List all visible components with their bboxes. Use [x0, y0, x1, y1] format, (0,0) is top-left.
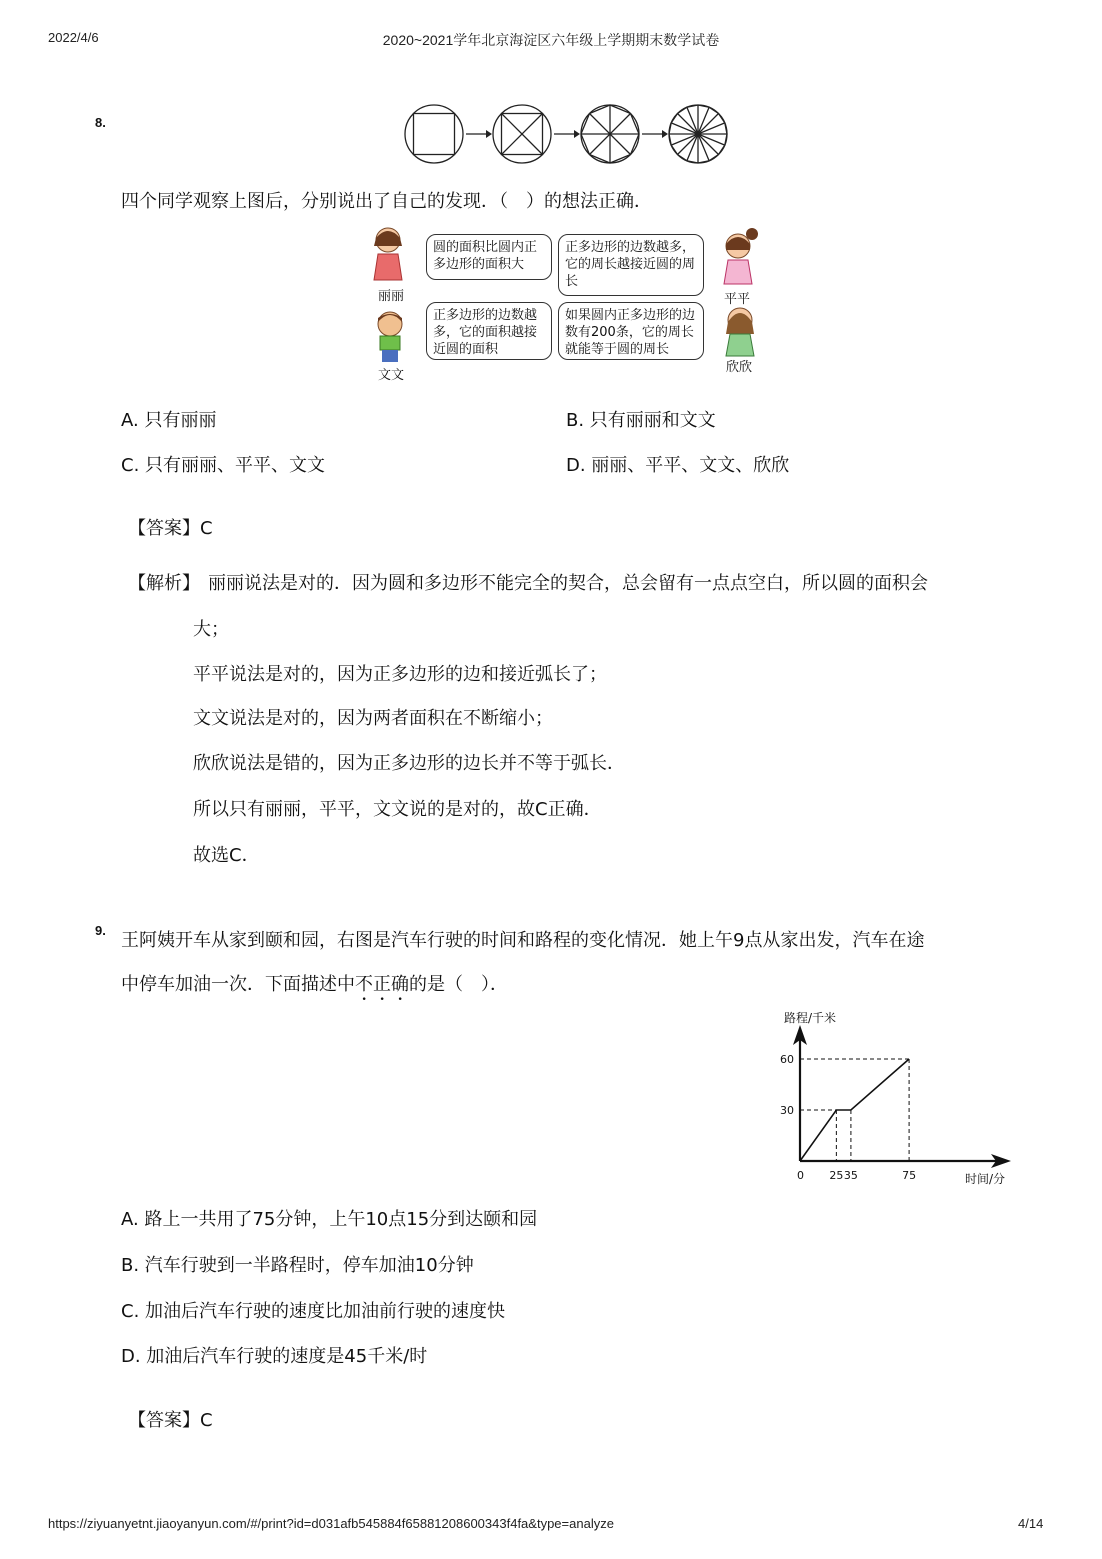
question-number: 9. — [95, 923, 106, 938]
explanation-line: 欣欣说法是错的，因为正多边形的边长并不等于弧长． — [193, 753, 625, 774]
answer-label: 【答案】 — [128, 518, 200, 539]
option-a[interactable]: A. 只有丽丽 — [121, 410, 217, 431]
answer-row — [128, 1406, 213, 1432]
answer-value: C — [200, 1410, 213, 1431]
x-tick-label: 75 — [902, 1169, 917, 1182]
question-stem: 王阿姨开车从家到颐和园，右图是汽车行驶的时间和路程的变化情况．她上午9点从家出发，汽车在途 — [121, 930, 925, 951]
option-d[interactable]: D. 加油后汽车行驶的速度是45千米/时 — [121, 1346, 428, 1367]
question-stem: 四个同学观察上图后，分别说出了自己的发现．（ ）的想法正确． — [121, 191, 652, 212]
x-axis-label: 时间/分 — [965, 1172, 1006, 1186]
x-tick-label: 25 — [829, 1169, 844, 1182]
y-tick-label: 30 — [780, 1104, 794, 1117]
answer-label: 【答案】 — [128, 1410, 200, 1431]
speech-bubble-pingping: 正多边形的边数越多，它的周长越接近圆的周长 — [558, 234, 704, 296]
boy-avatar — [370, 308, 410, 364]
speech-bubble-xinxin: 如果圆内正多边形的边数有200条，它的周长就能等于圆的周长 — [558, 302, 704, 360]
question-stem-line2 — [121, 970, 508, 1005]
polygon-sequence-figure — [400, 100, 730, 168]
x-tick-label: 0 — [797, 1169, 804, 1182]
explanation-line: 故选C． — [193, 845, 260, 866]
speech-bubble-wenwen: 正多边形的边数越多，它的面积越接近圆的面积 — [426, 302, 552, 360]
print-date: 2022/4/6 — [48, 30, 99, 45]
page-url[interactable]: https://ziyuanyetnt.jiaoyanyun.com/#/print?id=d031afb545884f65881208600343f4fa&type=analyze — [48, 1516, 614, 1531]
girl-avatar — [716, 228, 762, 290]
option-b[interactable]: B. 只有丽丽和文文 — [566, 410, 716, 431]
explanation-line: 丽丽说法是对的．因为圆和多边形不能完全的契合，总会留有一点点空白，所以圆的面积会 — [208, 573, 928, 594]
distance-time-chart — [770, 1004, 1020, 1194]
answer-row — [128, 514, 213, 540]
girl-avatar — [718, 304, 762, 358]
kid-name-lili: 丽丽 — [378, 289, 405, 304]
answer-value: C — [200, 518, 213, 539]
y-axis-label: 路程/千米 — [784, 1011, 837, 1025]
x-tick-label: 35 — [843, 1169, 858, 1182]
explanation-label: 【解析】 — [128, 573, 200, 594]
option-a[interactable]: A. 路上一共用了75分钟，上午10点15分到达颐和园 — [121, 1209, 538, 1230]
kid-name-xinxin: 欣欣 — [726, 360, 753, 375]
kid-name-pingping: 平平 — [724, 292, 751, 307]
stem-text: 中停车加油一次．下面描述中 — [121, 974, 355, 995]
page-title: 2020~2021学年北京海淀区六年级上学期期末数学试卷 — [382, 32, 720, 48]
kids-discussion-figure — [360, 222, 770, 384]
explanation-line: 所以只有丽丽，平平，文文说的是对的，故C正确． — [193, 799, 602, 820]
explanation-line: 大； — [193, 619, 229, 640]
option-b[interactable]: B. 汽车行驶到一半路程时，停车加油10分钟 — [121, 1255, 474, 1276]
emphasis-text: 不正确 — [355, 974, 409, 995]
page-number: 4/14 — [1018, 1516, 1044, 1531]
option-c[interactable]: C. 只有丽丽、平平、文文 — [121, 455, 326, 476]
y-tick-label: 60 — [780, 1053, 794, 1066]
option-d[interactable]: D. 丽丽、平平、文文、欣欣 — [566, 455, 790, 476]
girl-avatar — [366, 224, 410, 286]
explanation-line: 文文说法是对的，因为两者面积在不断缩小； — [193, 708, 553, 729]
question-number: 8. — [95, 115, 106, 130]
kid-name-wenwen: 文文 — [378, 368, 405, 383]
stem-text: 的是（ ）． — [409, 974, 508, 995]
speech-bubble-lili: 圆的面积比圆内正多边形的面积大 — [426, 234, 552, 280]
option-c[interactable]: C. 加油后汽车行驶的速度比加油前行驶的速度快 — [121, 1301, 506, 1322]
explanation-line: 平平说法是对的，因为正多边形的边和接近弧长了； — [193, 664, 607, 685]
